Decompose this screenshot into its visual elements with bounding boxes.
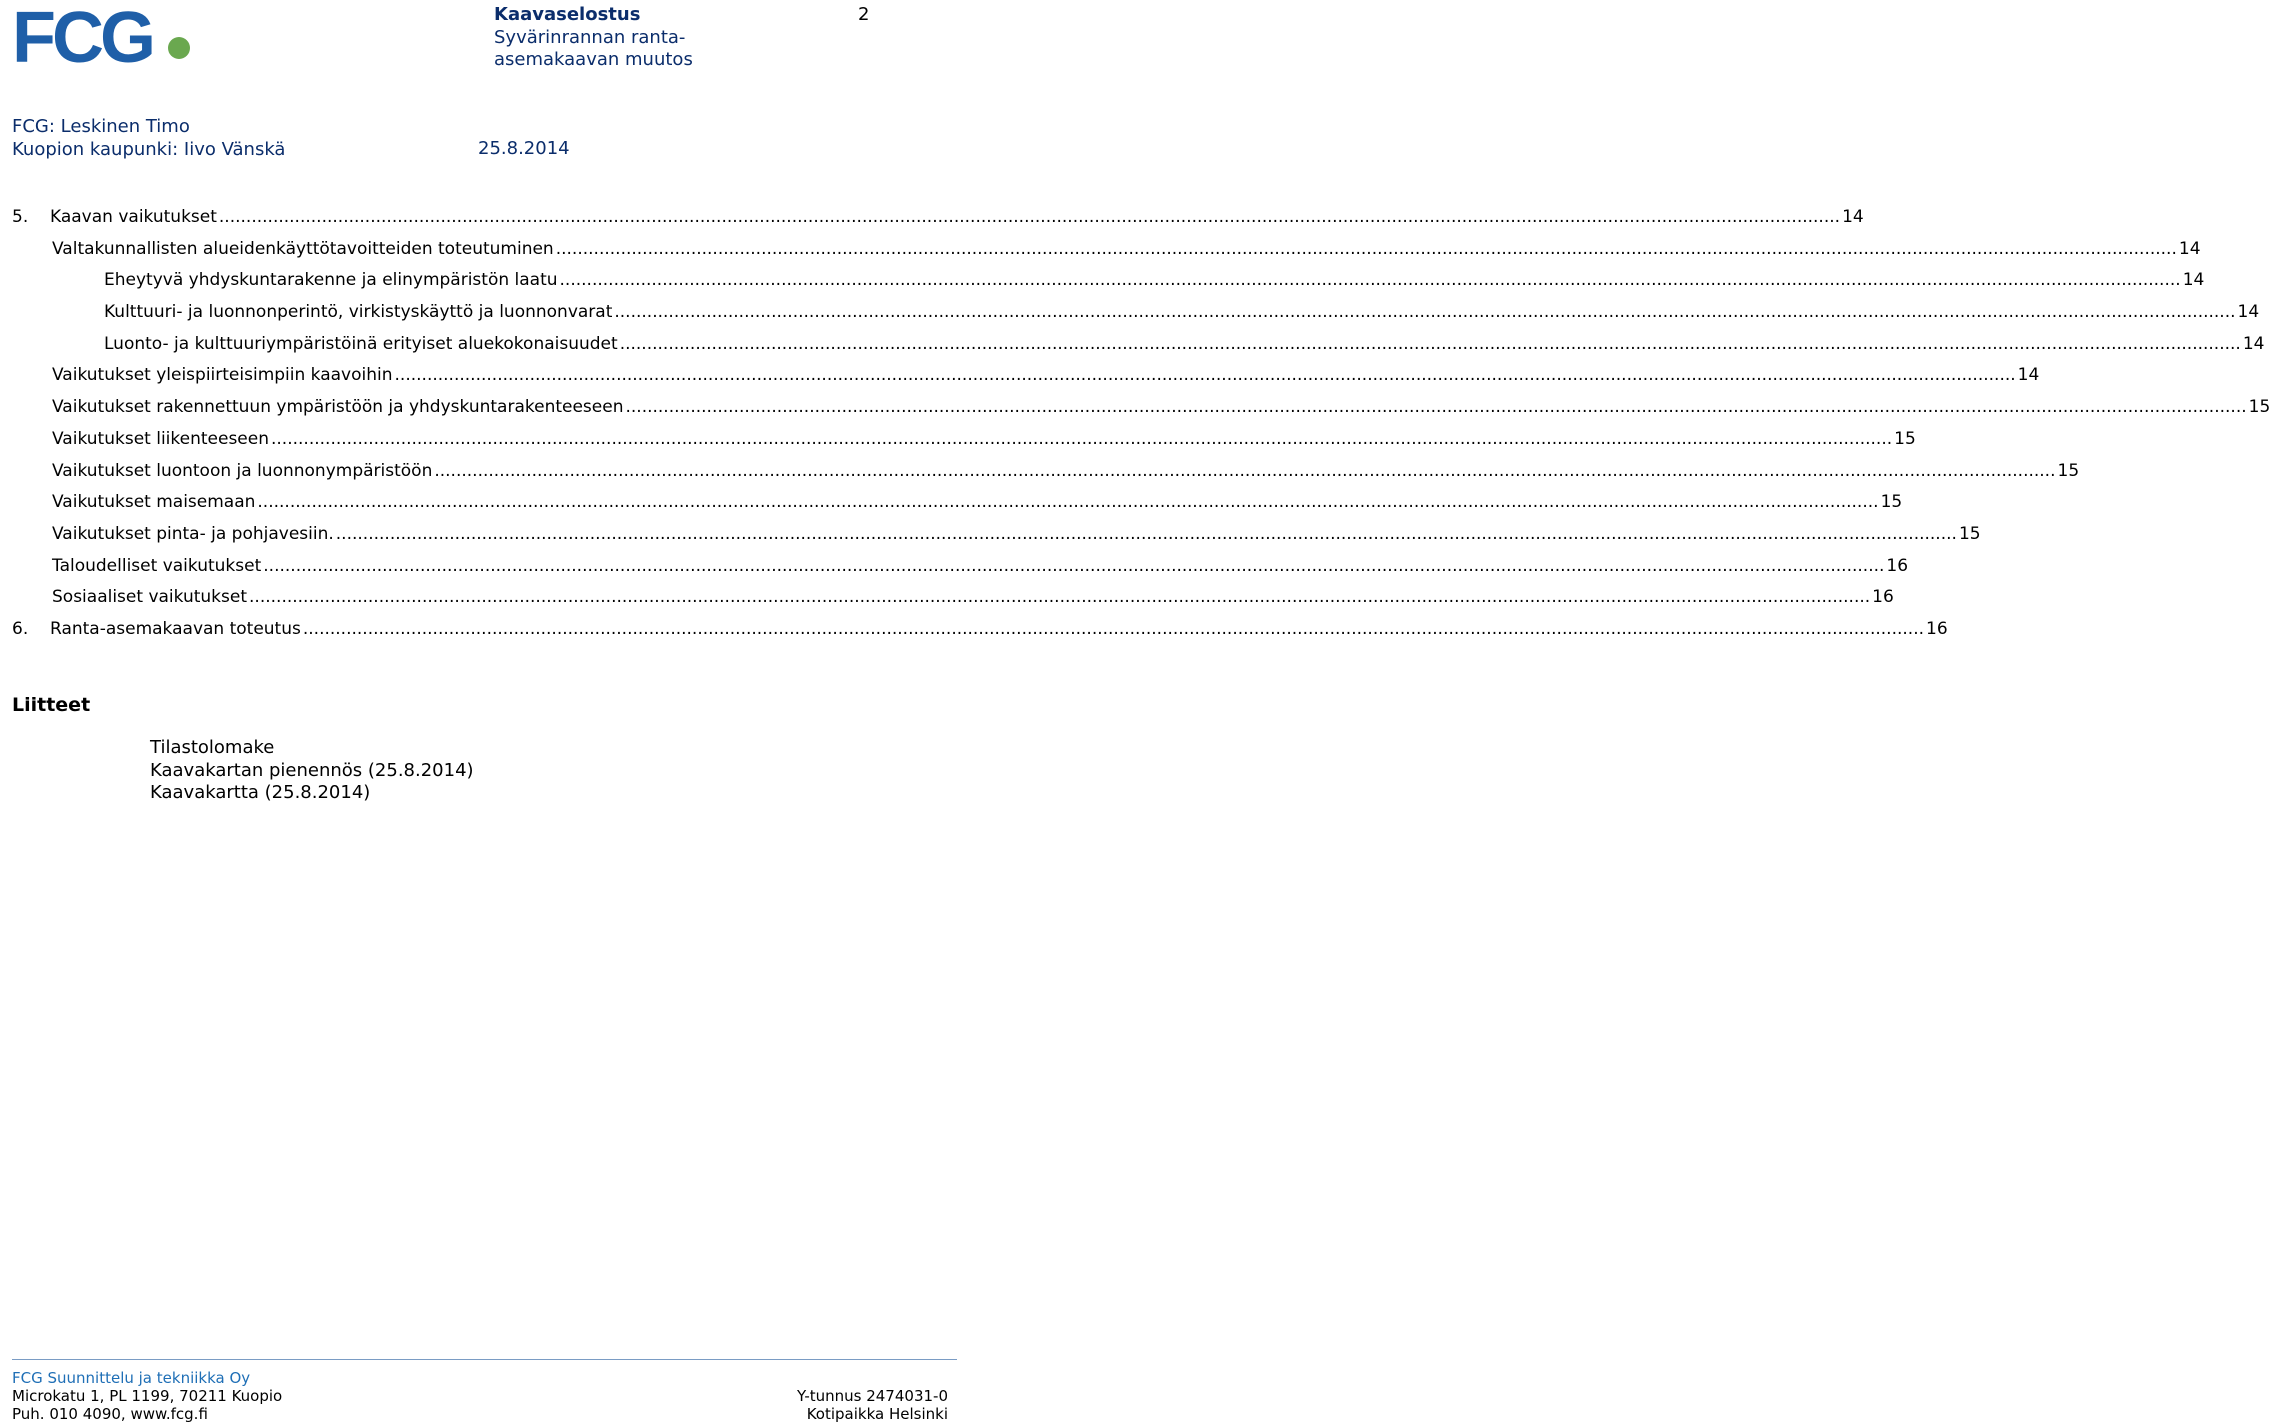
toc-entry[interactable] — [12, 490, 1903, 522]
attachment-item: Kaavakartan pienennös (25.8.2014) — [150, 759, 474, 781]
toc-dot-leader: ............................................................................................................................................................................................................................................................................................................ — [249, 587, 1871, 608]
toc-entry[interactable] — [12, 237, 2201, 269]
page-number: 2 — [858, 4, 870, 25]
toc-entry-title: Taloudelliset vaikutukset — [52, 555, 262, 576]
footer-business-id: Y-tunnus 2474031-0 — [796, 1387, 948, 1405]
toc-entry[interactable] — [12, 459, 2080, 491]
footer-address: Microkatu 1, PL 1199, 70211 Kuopio — [12, 1387, 283, 1405]
footer-divider — [12, 1359, 957, 1360]
footer-left — [12, 1369, 282, 1423]
toc-dot-leader: ............................................................................................................................................................................................................................................................................................................ — [257, 492, 1879, 513]
document-title: Kaavaselostus — [494, 4, 641, 25]
attachment-item: Tilastolomake — [150, 737, 275, 758]
toc-entry-title: Eheytyvä yhdyskuntarakenne ja elinympäristön laatu — [104, 270, 558, 291]
attachment-item: Kaavakartta (25.8.2014) — [150, 782, 371, 803]
toc-entry[interactable] — [12, 363, 2040, 395]
toc-entry-title: Valtakunnallisten alueidenkäyttötavoitteiden toteutuminen — [52, 238, 554, 259]
toc-dot-leader: ............................................................................................................................................................................................................................................................................................................ — [271, 428, 1893, 449]
toc-entry[interactable] — [12, 332, 2265, 364]
toc-entry-page: 15 — [1894, 428, 1916, 449]
toc-entry[interactable] — [12, 268, 2205, 300]
toc-entry-number: 5. — [12, 207, 29, 227]
toc-entry[interactable] — [12, 585, 1894, 617]
author-city: Kuopion kaupunki: Iivo Vänskä — [12, 138, 286, 160]
footer-contact: Puh. 010 4090, www.fcg.fi — [12, 1405, 208, 1423]
toc-entry-page: 14 — [2017, 365, 2040, 386]
toc-dot-leader: ............................................................................................................................................................................................................................................................................................................ — [263, 555, 1885, 576]
svg-text:FCG: FCG — [12, 0, 152, 78]
toc-entry[interactable] — [12, 205, 1864, 237]
toc-entry-title: Sosiaaliset vaikutukset — [52, 587, 248, 608]
toc-entry-title: Vaikutukset liikenteeseen — [52, 428, 269, 449]
toc-entry-page: 15 — [2057, 460, 2080, 481]
toc-dot-leader: ............................................................................................................................................................................................................................................................................................................ — [559, 270, 2181, 291]
toc-dot-leader: ............................................................................................................................................................................................................................................................................................................ — [302, 618, 1925, 639]
toc-entry-title: Kulttuuri- ja luonnonperintö, virkistyskäyttö ja luonnonvarat — [104, 302, 613, 323]
toc-entry[interactable] — [12, 522, 1981, 554]
attachments-heading: Liitteet — [12, 694, 91, 716]
toc-entry-page: 16 — [1872, 587, 1894, 608]
toc-dot-leader: ............................................................................................................................................................................................................................................................................................................ — [619, 333, 2241, 354]
author-fcg: FCG: Leskinen Timo — [12, 116, 190, 137]
toc-entry-page: 14 — [2182, 270, 2205, 291]
table-of-contents — [12, 205, 2270, 649]
attachments-list — [150, 737, 474, 805]
toc-entry-page: 16 — [1926, 618, 1948, 639]
toc-entry[interactable] — [12, 427, 1916, 459]
toc-entry-title: Vaikutukset luontoon ja luonnonympäristöön — [52, 460, 433, 481]
toc-entry-page: 16 — [1886, 555, 1909, 576]
toc-dot-leader: ............................................................................................................................................................................................................................................................................................................ — [218, 207, 1841, 227]
toc-entry-page: 15 — [2248, 397, 2270, 418]
toc-dot-leader: ............................................................................................................................................................................................................................................................................................................ — [394, 365, 2016, 386]
logo-dot-icon — [168, 37, 190, 59]
document-subtitle-line1: Syvärinrannan ranta- — [494, 26, 686, 48]
toc-entry-page: 14 — [2237, 302, 2260, 323]
toc-dot-leader: ............................................................................................................................................................................................................................................................................................................ — [335, 523, 1957, 544]
toc-entry-number: 6. — [12, 618, 29, 639]
toc-entry-title: Kaavan vaikutukset — [50, 207, 217, 227]
toc-dot-leader: ............................................................................................................................................................................................................................................................................................................ — [625, 397, 2247, 418]
toc-entry[interactable] — [12, 617, 1948, 649]
toc-entry-title: Vaikutukset yleispiirteisimpiin kaavoihin — [52, 365, 393, 386]
document-subtitle-line2: asemakaavan muutos — [494, 49, 693, 70]
toc-entry-page: 14 — [2178, 238, 2201, 259]
footer-right — [797, 1387, 948, 1423]
toc-dot-leader: ............................................................................................................................................................................................................................................................................................................ — [434, 460, 2056, 481]
toc-entry-page: 14 — [2242, 333, 2265, 354]
toc-entry-title: Vaikutukset pinta- ja pohjavesiin. — [52, 523, 334, 544]
toc-entry[interactable] — [12, 395, 2270, 427]
toc-dot-leader: ............................................................................................................................................................................................................................................................................................................ — [614, 302, 2236, 323]
authors — [12, 116, 285, 161]
fcg-logo — [12, 0, 194, 78]
footer-domicile: Kotipaikka Helsinki — [806, 1405, 948, 1423]
document-date: 25.8.2014 — [478, 138, 570, 159]
document-header — [494, 4, 693, 72]
toc-dot-leader: ............................................................................................................................................................................................................................................................................................................ — [555, 238, 2177, 259]
toc-entry-page: 15 — [1880, 492, 1903, 513]
toc-entry[interactable] — [12, 300, 2260, 332]
toc-entry-title: Luonto- ja kulttuuriympäristöinä erityiset aluekokonaisuudet — [104, 333, 618, 354]
toc-entry-title: Vaikutukset maisemaan — [52, 492, 256, 513]
toc-entry-page: 15 — [1958, 523, 1981, 544]
toc-entry-page: 14 — [1842, 207, 1864, 227]
toc-entry[interactable] — [12, 554, 1909, 586]
footer-company: FCG Suunnittelu ja tekniikka Oy — [12, 1369, 251, 1387]
toc-entry-title: Ranta-asemakaavan toteutus — [50, 618, 301, 639]
toc-entry-title: Vaikutukset rakennettuun ympäristöön ja yhdyskuntarakenteeseen — [52, 397, 624, 418]
